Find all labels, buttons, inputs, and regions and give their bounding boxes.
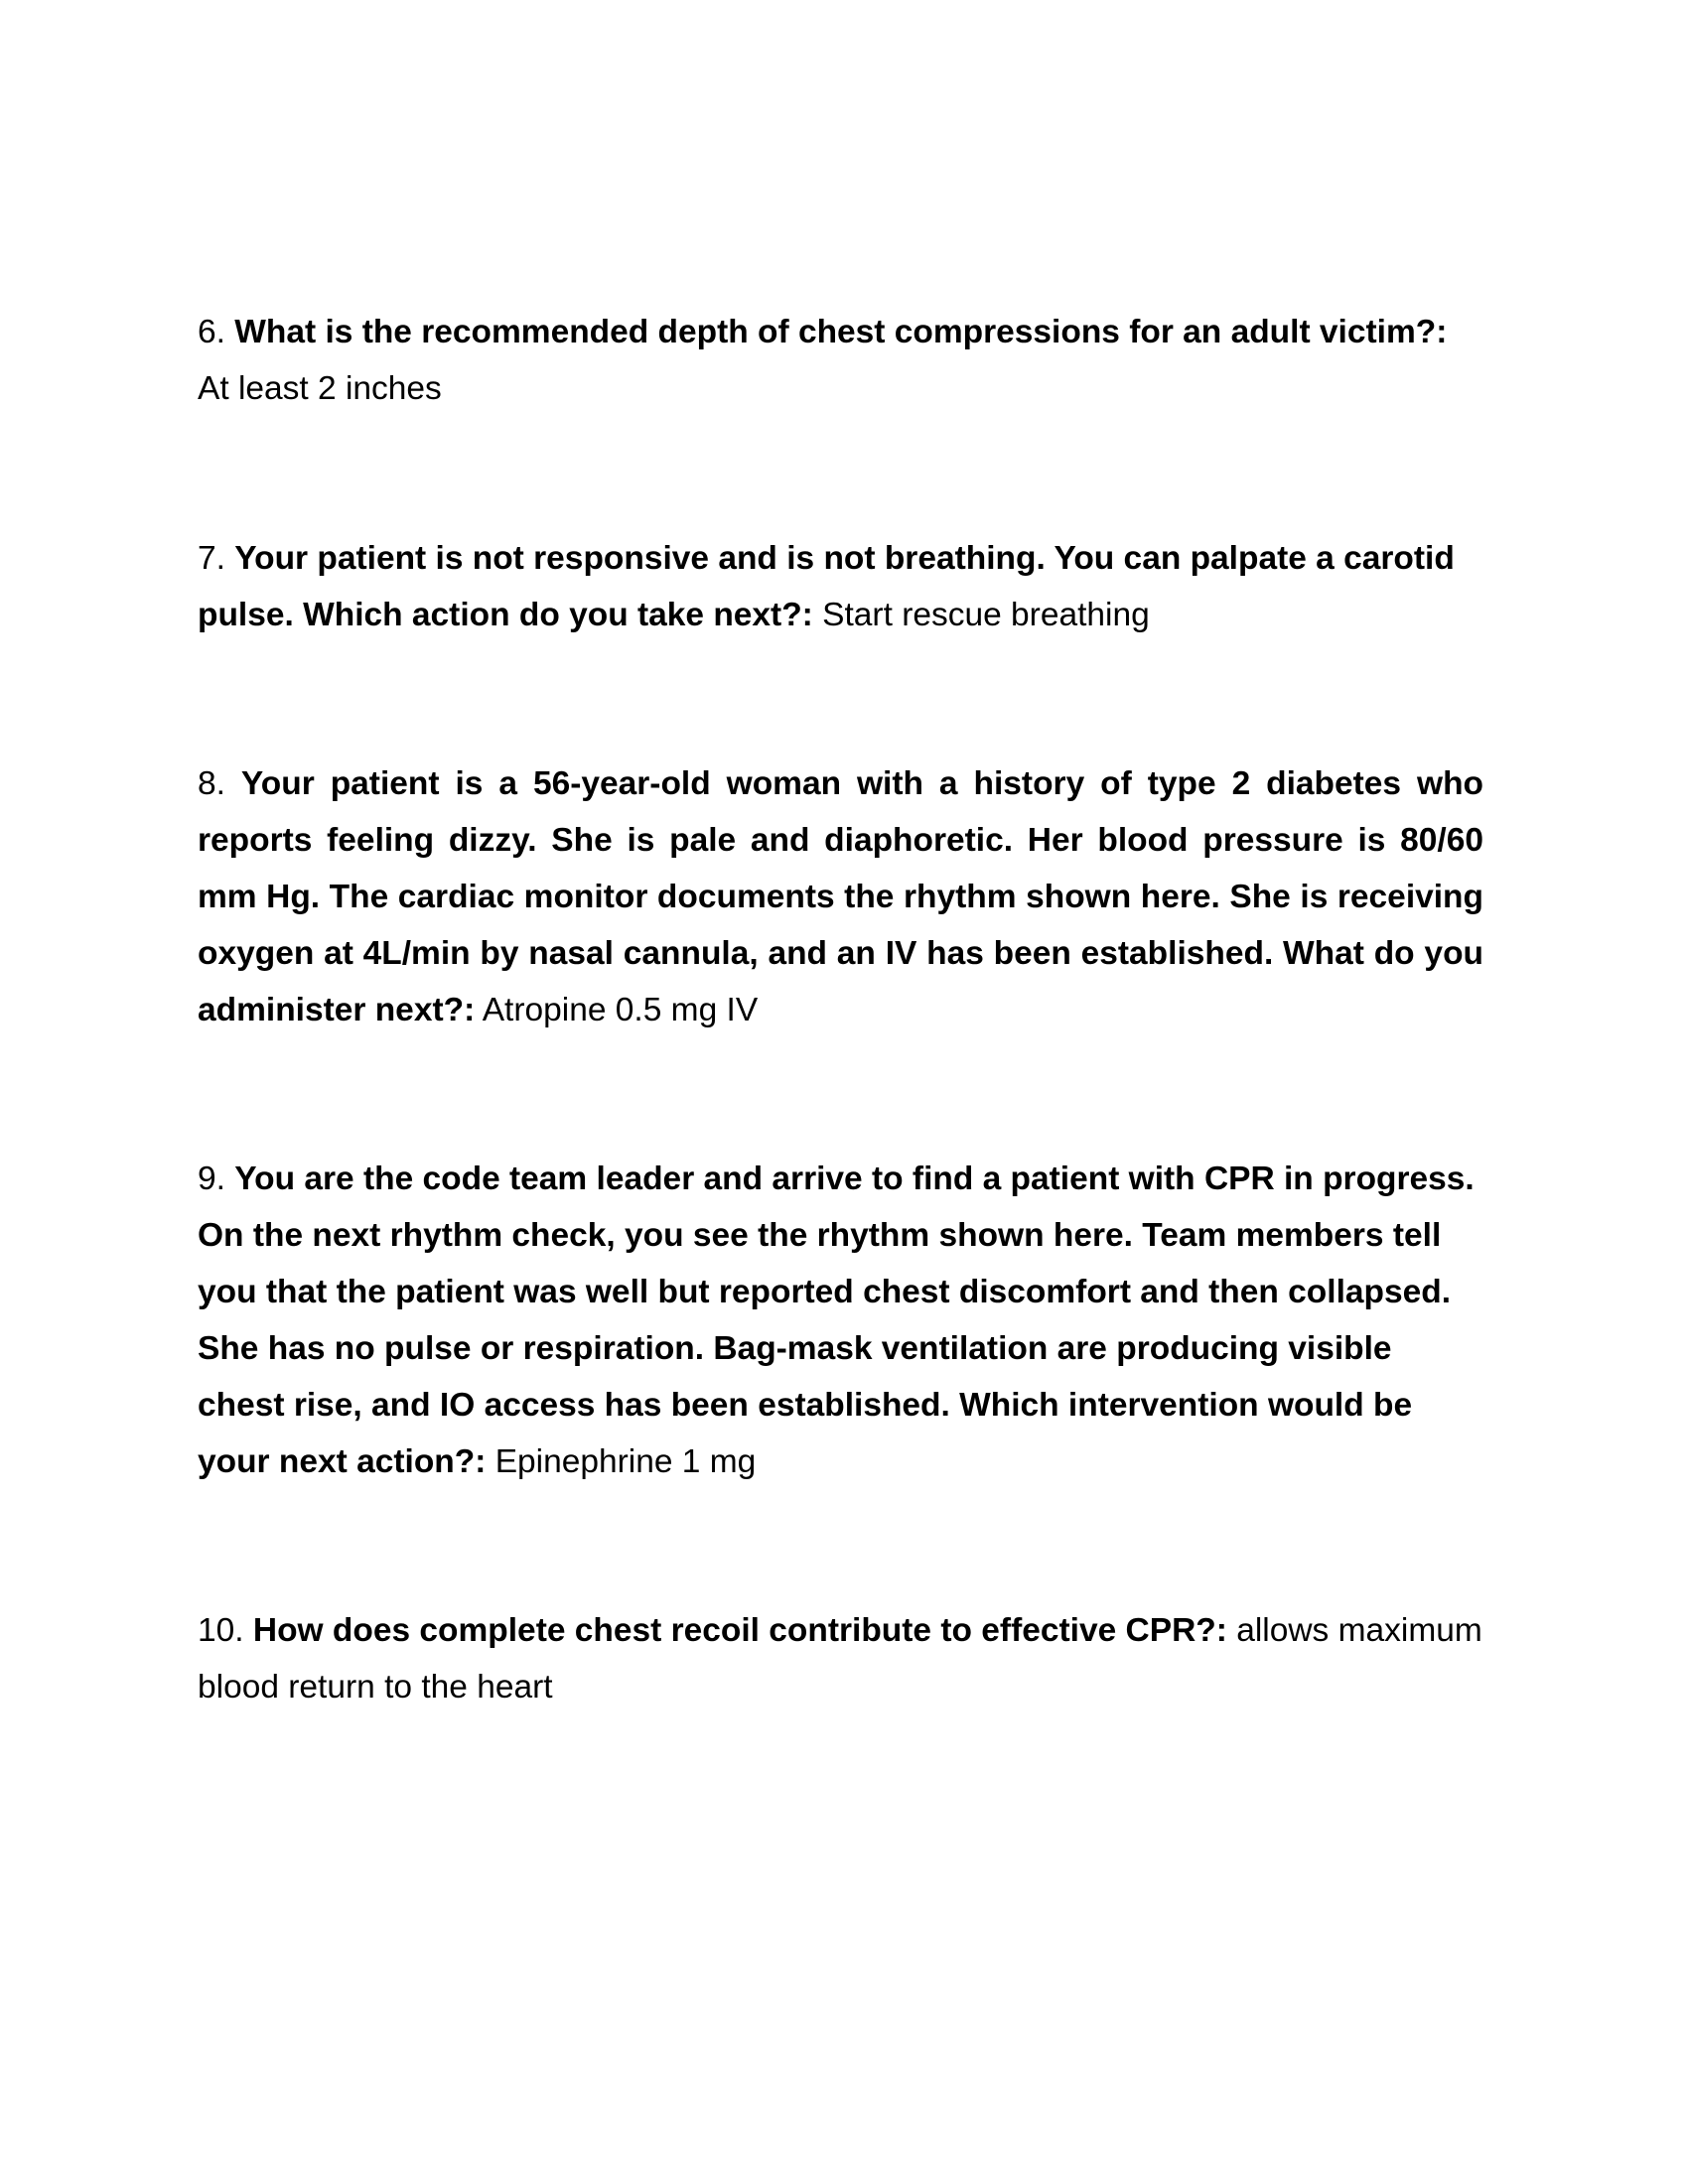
question-text: How does complete chest recoil contribute to effective CPR?: [252,1612,1227,1649]
question-text: Your patient is a 56-year-old woman with a history of type 2 diabetes who reports feeling dizzy. She is pale and diaphoretic. Her blood pressure is 80/60 mm Hg. The cardiac monitor documents the rhythm shown here. She is receiving oxygen at 4L/min by nasal cannula, and an IV has been established. What do you administer next?: [198,765,1484,1028]
question-item-8 [198,755,1483,1038]
answer-text: allows maximum blood return to the heart [198,1612,1482,1706]
answer-text: Epinephrine 1 mg [494,1443,757,1480]
question-number: 8. [198,765,225,802]
question-number: 10. [198,1612,244,1649]
answer-text: Atropine 0.5 mg IV [482,992,759,1028]
question-number: 6. [198,314,225,350]
question-text: Your patient is not responsive and is not breathing. You can palpate a carotid pulse. Which action do you take next?: [198,540,1455,633]
question-item-9 [198,1151,1483,1490]
question-item-7 [198,530,1483,643]
question-number: 9. [198,1160,225,1197]
answer-text: At least 2 inches [198,370,442,407]
answer-text: Start rescue breathing [822,597,1150,633]
question-text: What is the recommended depth of chest compressions for an adult victim?: [234,314,1448,350]
question-number: 7. [198,540,225,577]
question-item-6 [198,304,1483,417]
question-text: You are the code team leader and arrive to find a patient with CPR in progress. On the next rhythm check, you see the rhythm shown here. Team members tell you that the patient was well but reported chest discomfort and then collapsed. She has no pulse or respiration. Bag-mask ventilation are producing visible chest rise, and IO access has been established. Which intervention would be your next action?: [198,1160,1475,1480]
question-item-10 [198,1602,1483,1715]
